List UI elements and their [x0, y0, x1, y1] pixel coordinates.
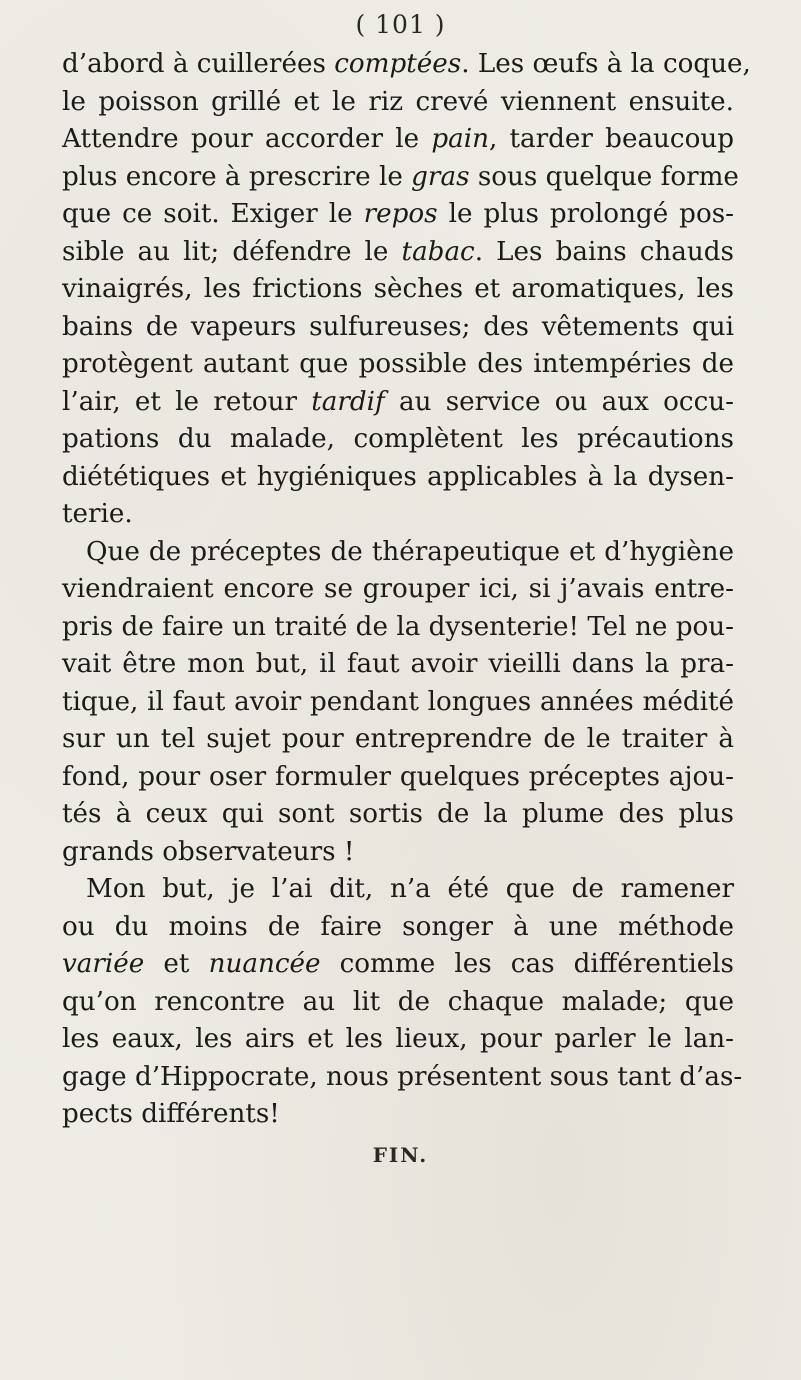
text-run: pations du malade, complètent les précautions — [62, 424, 734, 454]
text-line — [62, 796, 734, 834]
text-line — [62, 834, 734, 872]
text-run: Attendre pour accorder le — [62, 124, 432, 154]
italic-word: pain — [431, 124, 489, 154]
text-run: vait être mon but, il faut avoir vieilli dans la pra- — [62, 649, 734, 679]
text-run: sous quelque forme — [469, 161, 739, 192]
text-run: bains de vapeurs sulfureuses; des vêtements qui — [62, 311, 734, 342]
text-run: et — [144, 949, 209, 979]
text-run: protègent autant que possible des intempéries de — [62, 349, 734, 379]
text-run: gage d’Hippocrate, nous présentent sous tant d’as- — [62, 1061, 743, 1092]
end-marker: FIN. — [372, 1143, 429, 1167]
text-run: sible au lit; défendre le — [62, 236, 402, 267]
text-run: . Les bains chauds — [474, 236, 734, 267]
text-run: tés à ceux qui sont sortis de la plume des plus — [62, 799, 734, 829]
italic-word: tardif — [311, 386, 385, 417]
page-number: ( 101 ) — [355, 10, 446, 39]
text-run: tique, il faut avoir pendant longues années médité — [62, 686, 734, 717]
text-line — [62, 459, 734, 497]
italic-word: tabac — [401, 236, 475, 267]
text-run: vinaigrés, les frictions sèches et aromatiques, les — [62, 274, 734, 304]
text-line — [62, 534, 734, 572]
text-line — [62, 271, 734, 309]
text-run: plus encore à prescrire le — [62, 161, 412, 192]
italic-word: nuancée — [208, 949, 321, 979]
text-run: , tarder beaucoup — [488, 124, 734, 154]
text-line — [62, 1059, 743, 1097]
paragraph — [62, 534, 734, 872]
text-line — [62, 1021, 734, 1059]
text-line — [62, 609, 734, 647]
text-run: ou du moins de faire songer à une méthode — [62, 911, 734, 942]
text-run: les eaux, les airs et les lieux, pour parler le lan- — [62, 1024, 734, 1054]
text-line — [62, 646, 734, 684]
italic-word: variée — [62, 949, 145, 979]
text-run: d’abord à cuillerées — [62, 49, 335, 79]
text-run: Mon but, je l’ai dit, n’a été que de ramener — [86, 874, 734, 904]
text-line — [62, 46, 751, 84]
text-line — [62, 84, 734, 122]
text-run: diététiques et hygiéniques applicables à la dysen- — [62, 461, 734, 492]
text-line — [62, 384, 734, 422]
text-line — [62, 496, 734, 534]
text-run: le plus prolongé pos- — [437, 199, 735, 229]
italic-word: gras — [411, 161, 470, 192]
text-line — [62, 759, 734, 797]
text-run: qu’on rencontre au lit de chaque malade; que — [62, 986, 734, 1017]
italic-word: comptées — [334, 49, 462, 79]
text-run: le poisson grillé et le riz crevé viennent ensuite. — [62, 86, 734, 117]
text-run: comme les cas différentiels — [320, 949, 735, 979]
text-run: l’air, et le retour — [62, 386, 312, 417]
text-run: grands observateurs ! — [62, 836, 355, 867]
text-line — [62, 196, 734, 234]
text-run: au service ou aux occu- — [384, 386, 734, 417]
text-run: . Les œufs à la coque, — [461, 49, 751, 79]
text-run: viendraient encore se grouper ici, si j’avais entre- — [62, 574, 734, 604]
text-line — [62, 721, 734, 759]
text-line — [62, 984, 734, 1022]
text-run: sur un tel sujet pour entreprendre de le traiter à — [62, 724, 734, 754]
text-line — [62, 159, 739, 197]
paragraph — [62, 871, 743, 1134]
text-run: que ce soit. Exiger le — [62, 199, 364, 229]
text-line — [62, 871, 734, 909]
text-run: pects différents! — [62, 1099, 280, 1129]
text-line — [62, 346, 734, 384]
text-line — [62, 309, 734, 347]
text-line — [62, 684, 734, 722]
paragraph — [62, 46, 751, 534]
text-line — [62, 946, 734, 984]
text-run: terie. — [62, 499, 133, 529]
text-line — [62, 571, 734, 609]
text-line — [62, 234, 734, 272]
body-text — [62, 46, 751, 1134]
text-run: fond, pour oser formuler quelques préceptes ajou- — [62, 761, 734, 792]
text-line — [62, 121, 734, 159]
text-line — [62, 909, 734, 947]
italic-word: repos — [363, 199, 438, 229]
text-line — [62, 1096, 734, 1134]
text-run: Que de préceptes de thérapeutique et d’hygiène — [86, 536, 734, 567]
text-line — [62, 421, 734, 459]
text-run: pris de faire un traité de la dysenterie! Tel ne pou- — [62, 611, 734, 642]
